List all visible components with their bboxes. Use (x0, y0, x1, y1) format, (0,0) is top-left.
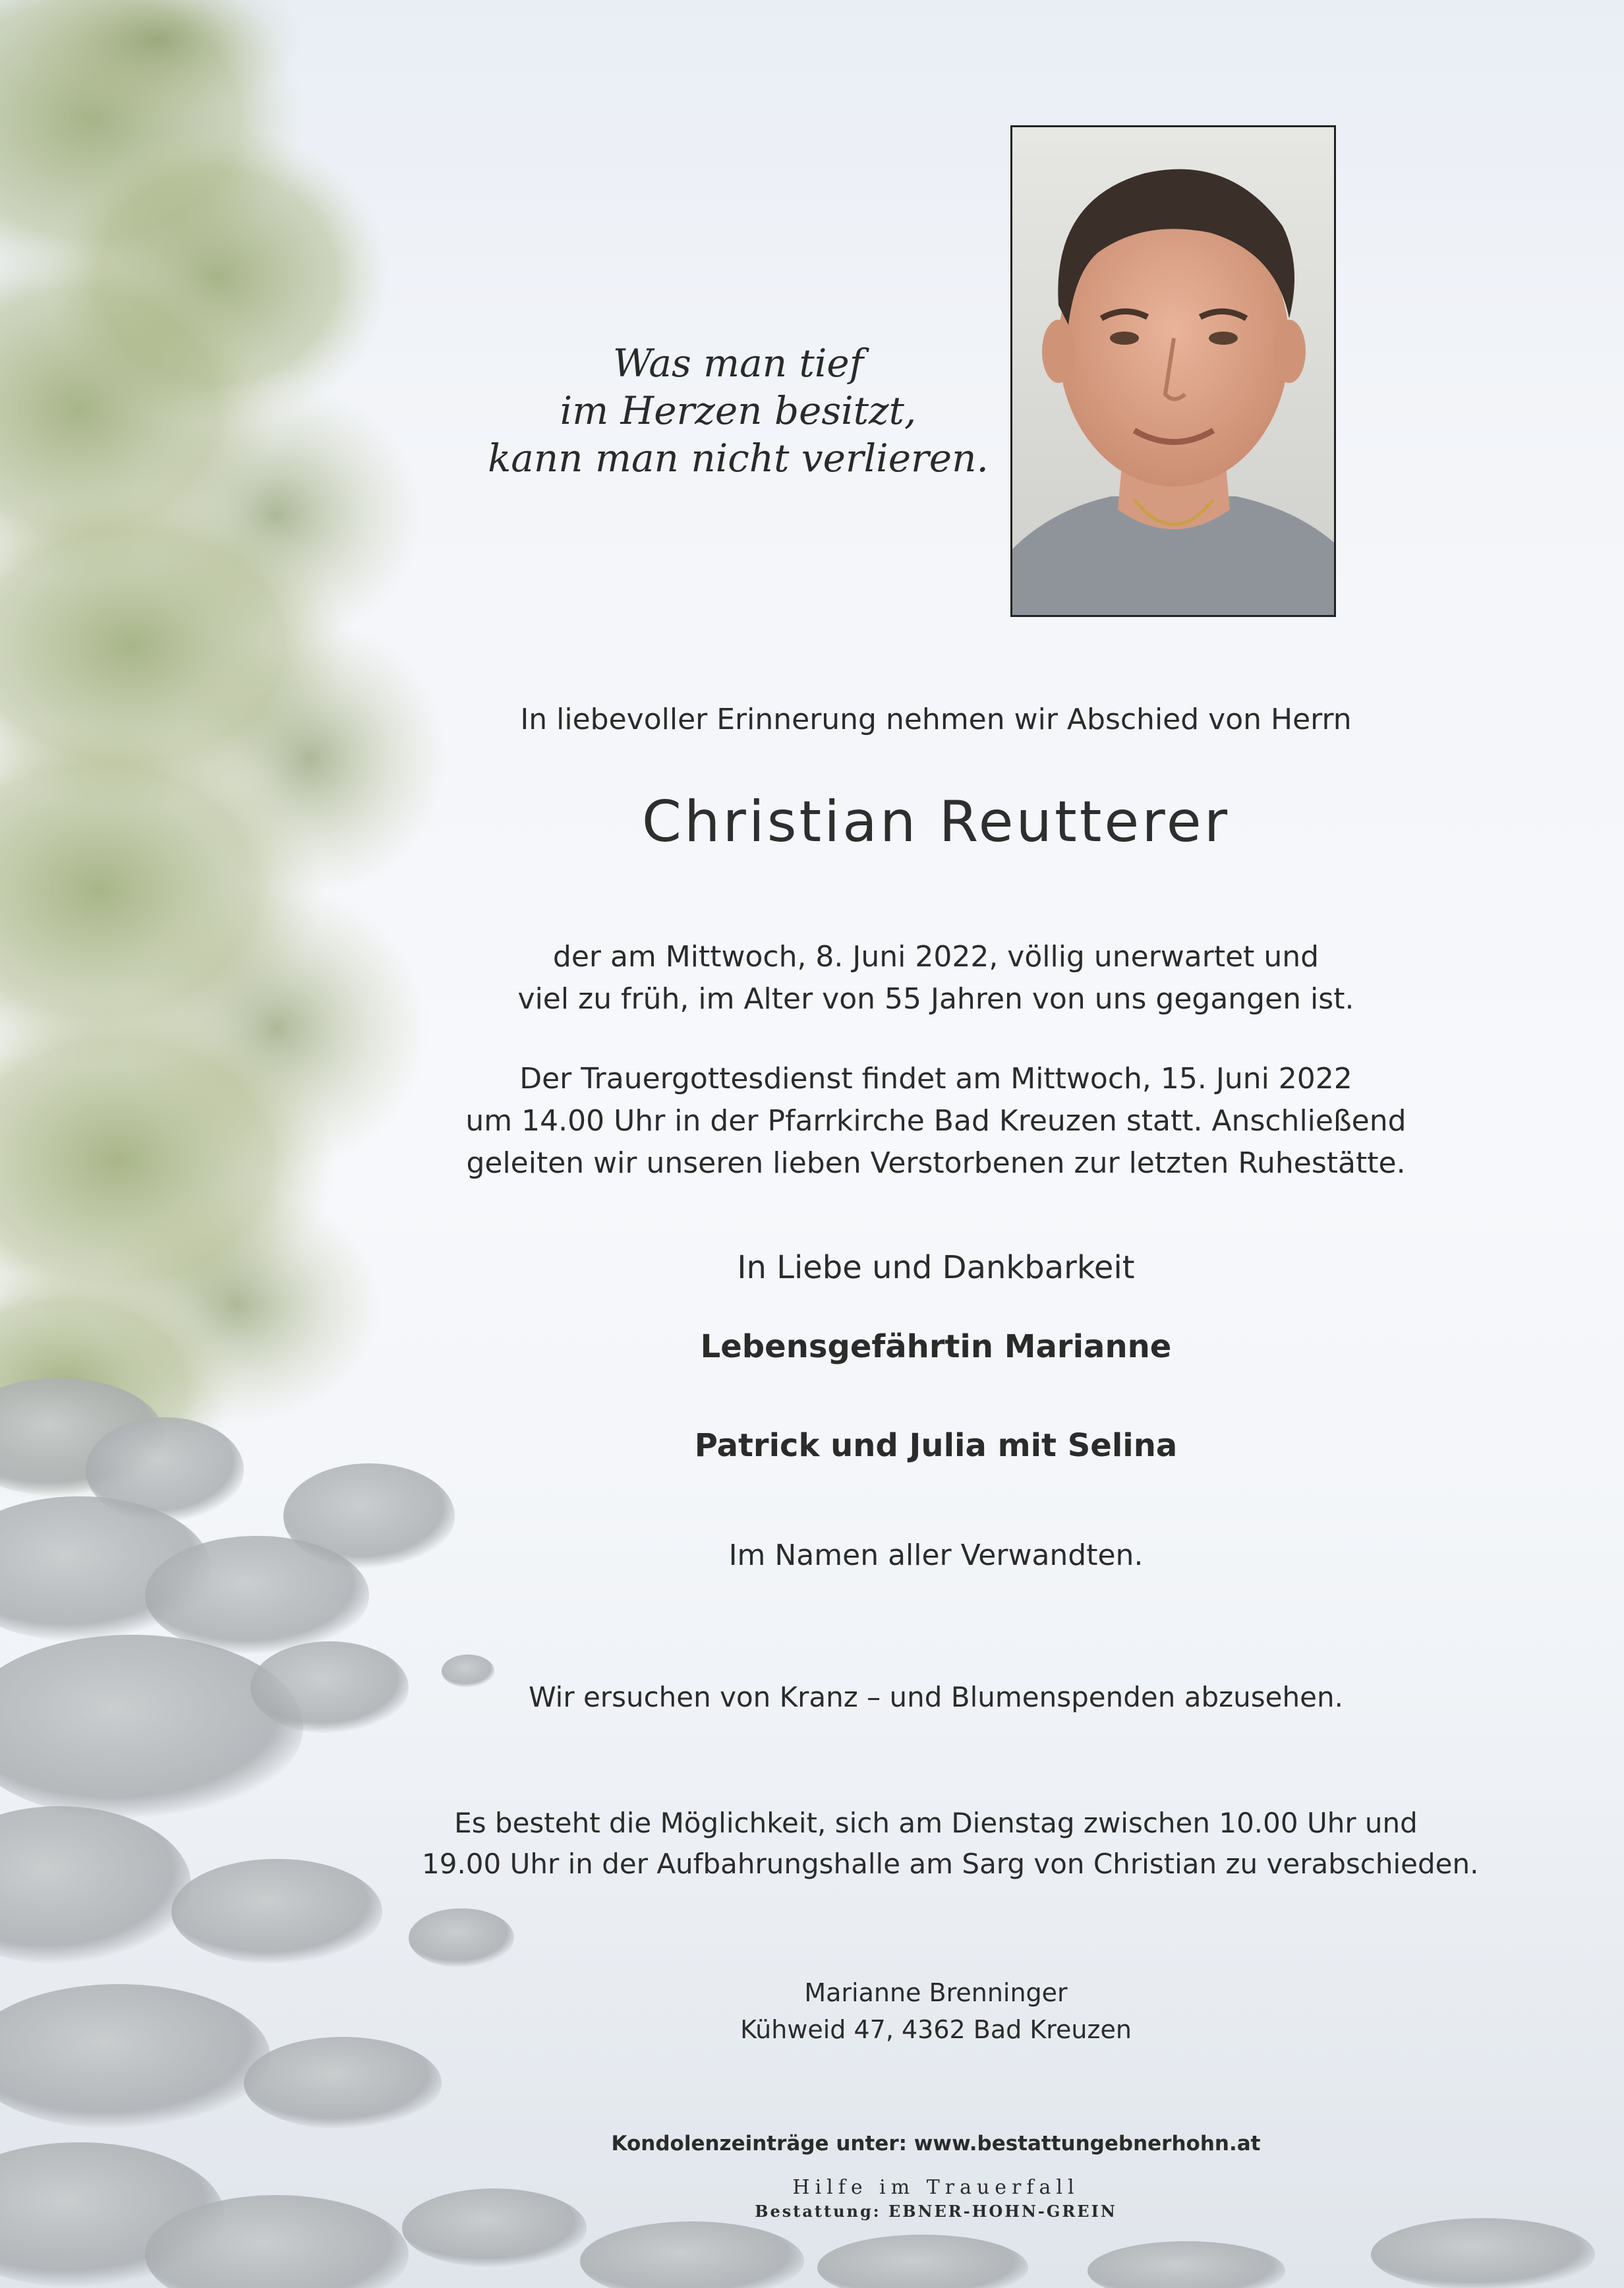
undertaker-name: Bestattung: EBNER-HOHN-GREIN (755, 2202, 1117, 2221)
thanks-text: In Liebe und Dankbarkeit (737, 1249, 1135, 1286)
flowers-note: Wir ersuchen von Kranz – und Blumenspenden abzusehen. (529, 1681, 1343, 1713)
service-info-line: geleiten wir unseren lieben Verstorbenen zur letzten Ruhestätte. (466, 1146, 1406, 1180)
tree-foliage (0, 0, 448, 1503)
death-notice-line: viel zu früh, im Alter von 55 Jahren von uns gegangen ist. (517, 982, 1354, 1016)
quote-line: im Herzen besitzt, (560, 388, 917, 433)
memorial-quote (422, 339, 1055, 482)
quote-line: kann man nicht verlieren. (488, 436, 989, 481)
service-info-line: um 14.00 Uhr in der Pfarrkirche Bad Kreuzen statt. Anschließend (465, 1104, 1406, 1138)
help-text: Hilfe im Trauerfall (792, 2176, 1080, 2199)
farewell-line: Es besteht die Möglichkeit, sich am Dienstag zwischen 10.00 Uhr und (454, 1807, 1418, 1839)
family-note: Im Namen aller Verwandten. (728, 1539, 1144, 1572)
portrait-image (1012, 127, 1334, 615)
intro-text: In liebevoller Erinnerung nehmen wir Abschied von Herrn (520, 703, 1352, 736)
mourner-partner: Lebensgefährtin Marianne (700, 1328, 1172, 1365)
death-notice-line: der am Mittwoch, 8. Juni 2022, völlig unerwartet und (552, 940, 1320, 974)
farewell-line: 19.00 Uhr in der Aufbahrungshalle am Sarg von Christian zu verabschieden. (422, 1848, 1479, 1880)
deceased-name: Christian Reutterer (641, 789, 1231, 855)
portrait-photo (1010, 125, 1336, 617)
service-info-line: Der Trauergottesdienst findet am Mittwoch, 15. Juni 2022 (519, 1062, 1352, 1096)
contact-block (422, 1974, 1450, 2048)
mourner-children: Patrick und Julia mit Selina (694, 1427, 1178, 1464)
farewell-note (422, 1803, 1479, 1885)
contact-name: Marianne Brenninger (804, 1978, 1068, 2007)
quote-line: Was man tief (612, 341, 864, 386)
contact-address: Kühweid 47, 4362 Bad Kreuzen (740, 2015, 1132, 2044)
service-info (422, 1058, 1450, 1185)
death-notice (422, 936, 1450, 1020)
condolence-link[interactable]: Kondolenzeinträge unter: www.bestattungebnerhohn.at (611, 2132, 1261, 2156)
